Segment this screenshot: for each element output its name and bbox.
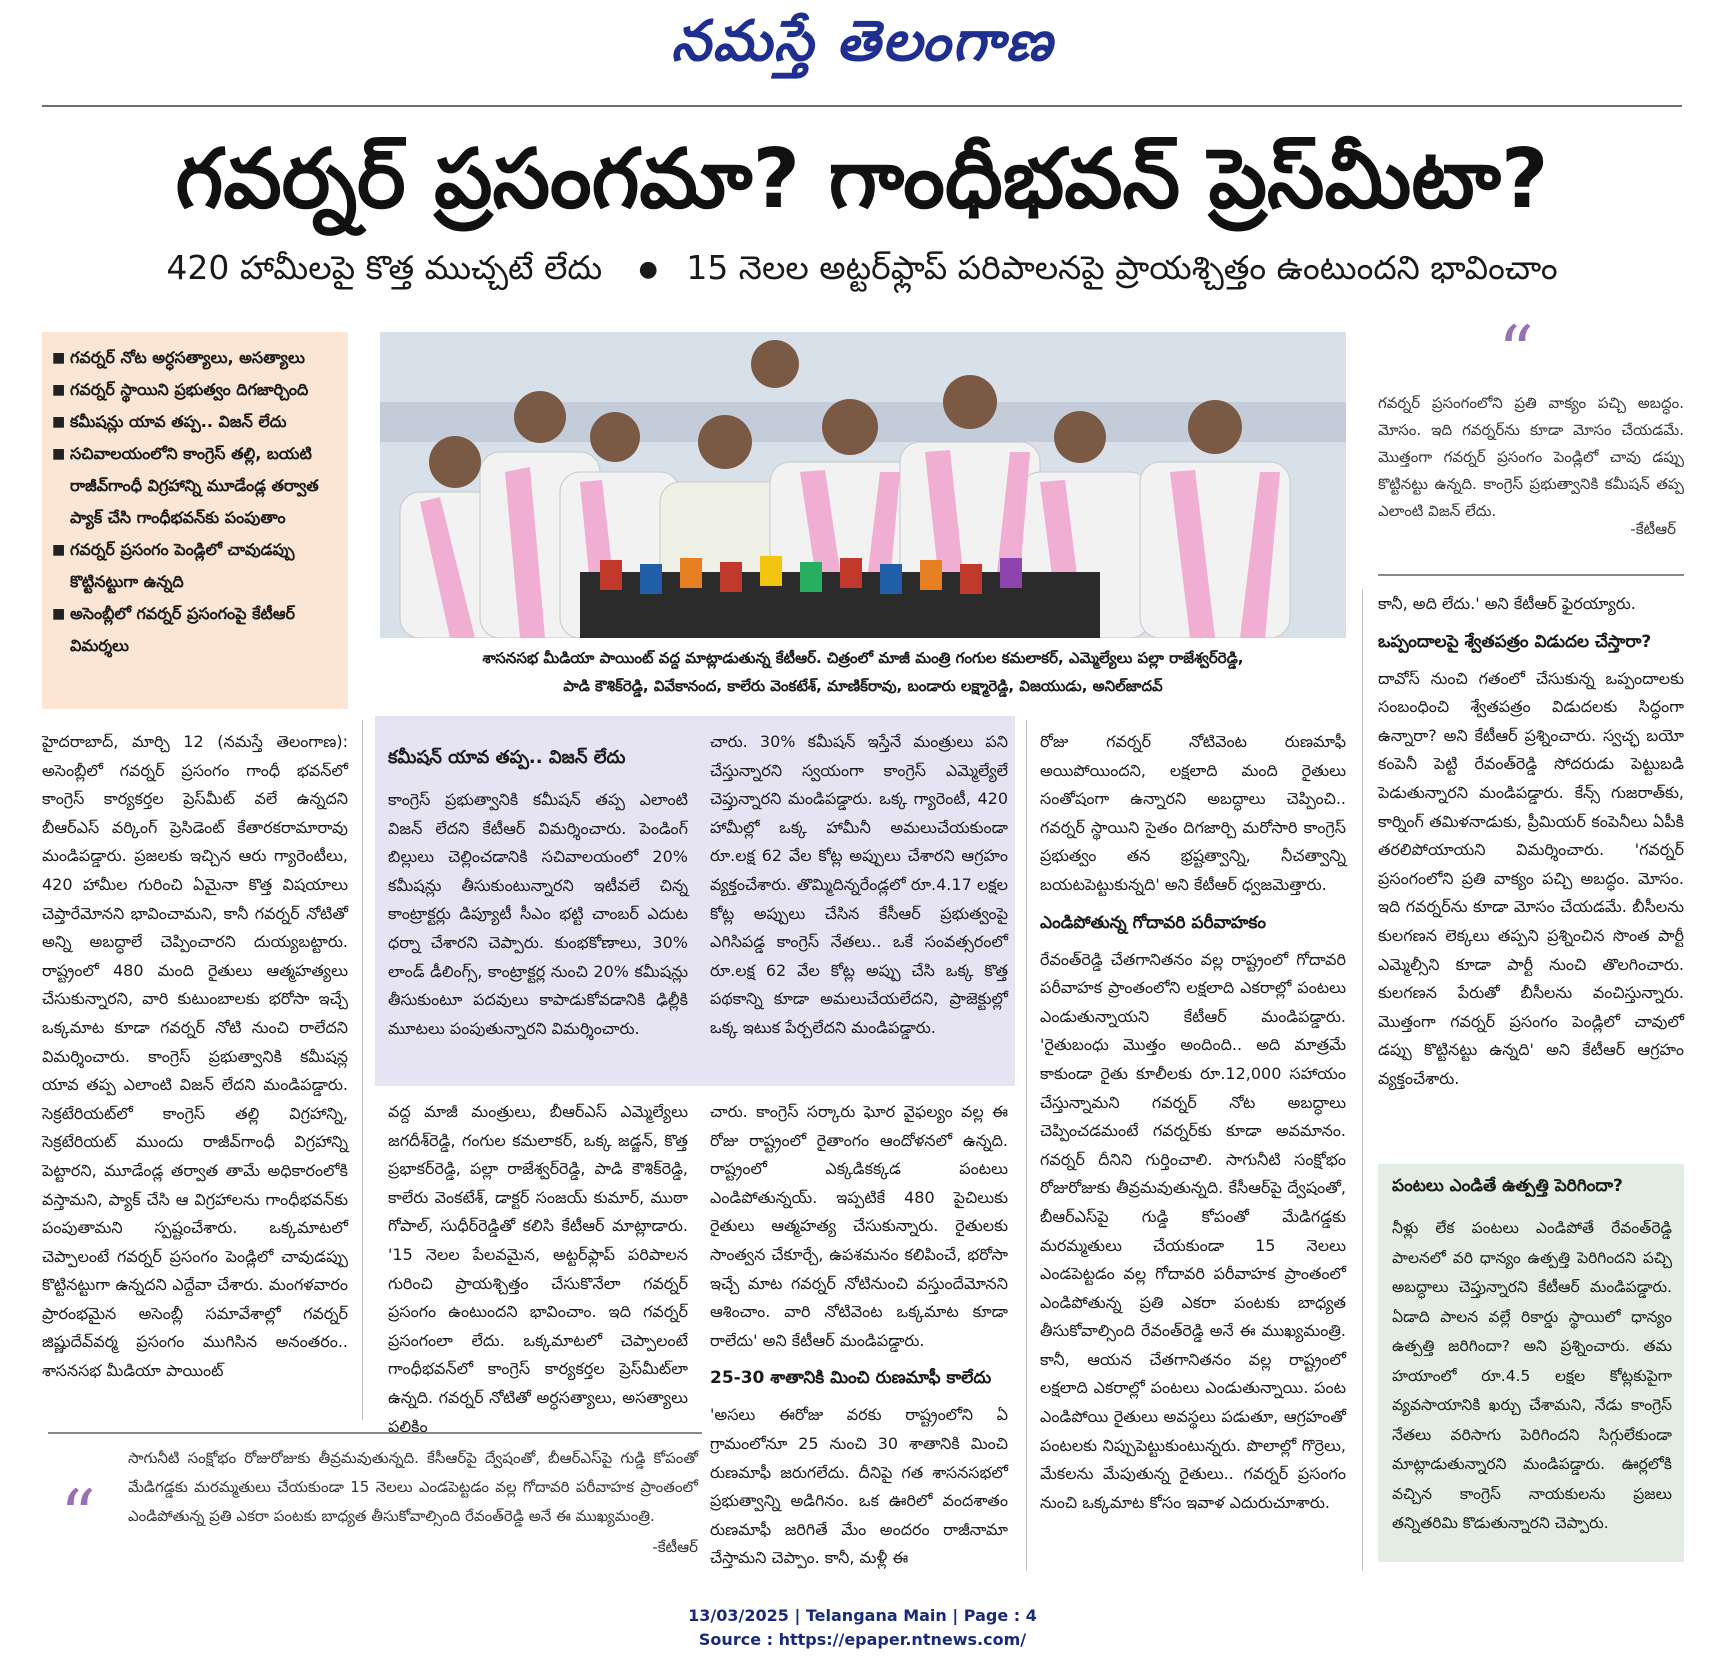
pull-quote-attribution: -కేటీఆర్ [652, 1538, 698, 1556]
pull-quote-bottom [48, 1432, 702, 1572]
side-box-body [1392, 1214, 1672, 1539]
section-heading: ఎండిపోతున్న గోదావరి పరీవాహకం [1040, 912, 1267, 933]
article-paragraph: దావోస్ నుంచి గతంలో చేసుకున్న ఒప్పందాలకు సంబంధించి శ్వేతపత్రం విడుదలకు సిద్ధంగా ఉన్నారా? అని కేటీఆర్ ప్రశ్నించారు. స్వచ్ఛ బయో కంపెనీ పెట్టి రేవంత్‌రెడ్డి సోదరుడు పెట్టుబడి పెడుతున్నారని మండిపడ్డారు. కేన్స్ గుజరాత్‌కు, కార్నింగ్ తమిళనాడుకు, ప్రీమియర్ కంపెనీలు ఏపీకి తరలిపోయాయని విమర్శించారు. 'గవర్నర్ ప్రసంగంలోని ప్రతి వాక్యం పచ్చి అబద్ధం. మోసం. ఇది గవర్నర్‌ను కూడా మోసం చేయడమే. బీసీలను కులగణన లెక్కలు తప్పని ప్రశ్నించిన సొంత పార్టీ ఎమ్మెల్సీని కూడా పార్టీ నుంచి తొలగించారు. కులగణన పేరుతో బీసీలను వంచిస్తున్నారు. మొత్తంగా గవర్నర్ ప్రసంగం పెండ్లిలో చావులో డప్పు కొట్టినట్టు ఉన్నది' అని కేటీఆర్ ఆగ్రహం వ్యక్తంచేశారు. [1378, 668, 1684, 1088]
side-box-paragraph: నీళ్లు లేక పంటలు ఎండిపోతే రేవంత్‌రెడ్డి పాలనలో వరి ధాన్యం ఉత్పత్తి పెరిగిందని పచ్చి అబద్ధాలు చెప్తున్నారని కేటీఆర్ మండిపడ్డారు. ఏడాది పాలన వల్లే రికార్డు స్థాయిలో ధాన్యం ఉత్పత్తి జరిగిందా? అని ప్రశ్నించారు. తమ హయాంలో రూ.4.5 లక్షల కోట్లకుపైగా వ్యవసాయానికి ఖర్చు చేశామని, నేడు కాంగ్రెస్ నేతలు వరిసాగు పెరిగిందని సిగ్గులేకుండా మాట్లాడుతున్నారని మండిపడ్డారు. ఊర్లలోకి వచ్చిన కాంగ్రెస్ నాయకులను ప్రజలు తన్నితరిమి కొడుతున్నారని చెప్పారు. [1392, 1219, 1672, 1532]
page-footer [0, 1604, 1725, 1652]
highlight-item: ■ కమీషన్లు యావ తప్ప.. విజన్ లేదు [52, 406, 338, 438]
pull-quote-attribution: -కేటీఆర్ [1630, 520, 1676, 538]
subheadline [42, 240, 1682, 298]
column-divider [1026, 720, 1027, 1570]
highlight-item: ■ గవర్నర్ స్థాయిని ప్రభుత్వం దిగజార్చింది [52, 374, 338, 406]
article-column-2 [388, 1098, 688, 1441]
quote-mark-icon: “ [60, 1475, 96, 1557]
article-paragraph: చారు. కాంగ్రెస్ సర్కారు ఘోర వైఫల్యం వల్ల ఈ రోజు రాష్ట్రంలో రైతాంగం ఆందోళనలో ఉన్నది. రాష్ట్రంలో ఎక్కడికక్కడ పంటలు ఎండిపోతున్నయ్. ఇప్పటికే 480 పైచిలుకు రైతులు ఆత్మహత్య చేసుకున్నారు. రైతులకు సాంత్వన చేకూర్చే, ఉపశమనం కలిపించే, భరోసా ఇచ్చే మాట గవర్నర్ నోటినుంచి వస్తుందేమోనని ఆశించాం. వారి నోటివెంట ఒక్కమాట కూడా రాలేదు' అని కేటీఆర్ మండిపడ్డారు. [710, 1102, 1008, 1350]
caption-line2: పాడి కౌశిక్‌రెడ్డి, వివేకానంద, కాలేరు వెంకటేశ్, మాణిక్‌రావు, బండారు లక్ష్మారెడ్డి, విజయుడు, అనిల్‌జాదవ్ [563, 677, 1163, 695]
pull-quote-text: గవర్నర్ ప్రసంగంలోని ప్రతి వాక్యం పచ్చి అబద్ధం. మోసం. ఇది గవర్నర్‌ను కూడా మోసం చేయడమే. మొత్తంగా గవర్నర్ ప్రసంగం పెండ్లిలో చావు డప్పు కొట్టినట్టు ఉన్నది. కాంగ్రెస్ ప్రభుత్వానికి కమీషన్ తప్ప ఎలాంటి విజన్ లేదు. [1378, 394, 1684, 520]
section-heading: 25-30 శాతానికి మించి రుణమాఫీ కాలేదు [710, 1368, 992, 1389]
article-paragraph: రోజు గవర్నర్ నోటివెంట రుణమాఫీ అయిపోయిందని, లక్షలాది మంది రైతులు సంతోషంగా ఉన్నారని అబద్ధాలు చెప్పించి.. గవర్నర్ స్థాయిని సైతం దిగజార్చి మరోసారి కాంగ్రెస్ ప్రభుత్వం తన భ్రష్టత్వాన్ని, నీచత్వాన్ని బయటపెట్టుకున్నది' అని కేటీఆర్ ధ్వజమెత్తారు. [1040, 732, 1346, 894]
quote-mark-icon: “ [1498, 311, 1534, 393]
bullet-icon: ■ [52, 414, 66, 430]
masthead [0, 8, 1725, 88]
box-title: కమీషన్ యావ తప్ప.. విజన్ లేదు [388, 747, 626, 768]
article-paragraph: వద్ద మాజీ మంత్రులు, బీఆర్‌ఎస్ ఎమ్మెల్యేలు జగదీశ్‌రెడ్డి, గంగుల కమలాకర్, ఒక్క జడ్జన్, కొత్త ప్రభాకర్‌రెడ్డి, పల్లా రాజేశ్వర్‌రెడ్డి, పాడి కౌశిక్‌రెడ్డి, కాలేరు వెంకటేశ్, డాక్టర్ సంజయ్ కుమార్, ముఠా గోపాల్, సుధీర్‌రెడ్డితో కలిసి కేటీఆర్ మాట్లాడారు. '15 నెలల పేలవమైన, అట్టర్‌ఫ్లాప్ పరిపాలన గురించి ప్రాయశ్చిత్తం చేసుకొనేలా గవర్నర్ ప్రసంగం ఉంటుందని భావించాం. ఇది గవర్నర్ ప్రసంగంలా లేదు. ఒక్కమాటలో చెప్పాలంటే గాంధీభవన్‌లో కాంగ్రెస్ కార్యకర్తల ప్రెస్‌మీట్‌లా ఉన్నది. గవర్నర్ నోటితో అర్ధసత్యాలు, అసత్యాలు పలికిం [388, 1102, 688, 1436]
headline: గవర్నర్ ప్రసంగమా? గాంధీభవన్ ప్రెస్‌మీటా? [175, 132, 1549, 227]
caption-line1: శాసనసభ మీడియా పాయింట్ వద్ద మాట్లాడుతున్న కేటీఆర్. చిత్రంలో మాజీ మంత్రి గంగుల కమలాకర్, ఎమ్మెల్యేలు పల్లా రాజేశ్వర్‌రెడ్డి, [482, 649, 1244, 667]
column-divider [362, 720, 363, 1420]
article-paragraph: రేవంత్‌రెడ్డి చేతగానితనం వల్ల రాష్ట్రంలో గోదావరి పరీవాహక ప్రాంతంలోని లక్షలాది ఎకరాల్లో పంటలు ఎండుతున్నాయని కేటీఆర్ మండిపడ్డారు. 'రైతుబంధు మొత్తం అందింది.. అది మాత్రమే కాకుండా రైతు కూలీలకు రూ.12,000 సహాయం చేస్తున్నామని గవర్నర్ నోట అబద్ధాలు చెప్పించడమంటే గవర్నర్‌కు కూడా అవమానం. గవర్నర్ దీనిని గుర్తించాలి. సాగునీటి సంక్షోభం రోజురోజుకు తీవ్రమవుతున్నది. కేసీఆర్‌పై ద్వేషంతో, బీఆర్‌ఎస్‌పై గుడ్డి కోపంతో మేడిగడ్డకు మరమ్మతులు చేయకుండా 15 నెలలు ఎండపెట్టడం వల్ల గోదావరి పరీవాహక ప్రాంతంలో ఎండిపోతున్న ప్రతి ఎకరా పంటకు బాధ్యత తీసుకోవాల్సింది రేవంత్‌రెడ్డి అనే ఈ ముఖ్యమంత్రి. కానీ, ఆయన చేతగానితనం వల్ల రాష్ట్రంలో లక్షలాది ఎకరాల్లో పంటలు ఎండుతున్నాయి. పంట ఎండిపోయి రైతులు అవస్థలు పడుతూ, ఆగ్రహంతో పంటలకు నిప్పుపెట్టుకుంటున్నరు. పొలాల్లో గొర్రెలు, మేకలను మేపుతున్న రైతులు.. గవర్నర్ ప్రసంగం నుంచి ఒక్కమాట కోసం ఇవాళ ఎదురుచూశారు. [1040, 949, 1346, 1512]
article-column-1 [42, 728, 348, 1386]
top-divider [42, 105, 1682, 107]
box-column-left [388, 786, 688, 1043]
bullet-icon: ■ [52, 446, 66, 462]
pull-quote-top [1378, 311, 1684, 576]
article-paragraph: హైదరాబాద్, మార్చి 12 (నమస్తే తెలంగాణ): అసెంబ్లీలో గవర్నర్ ప్రసంగం గాంధీ భవన్‌లో కాంగ్రెస్ కార్యకర్తల ప్రెస్‌మీట్ వలే ఉన్నదని బీఆర్‌ఎస్ వర్కింగ్ ప్రెసిడెంట్ కేతారకరామారావు మండిపడ్డారు. ప్రజలకు ఇచ్చిన ఆరు గ్యారెంటీలు, 420 హామీల గురించి ఏమైనా కొత్త విషయాలు చెప్తారేమోనని భావించామని, కానీ గవర్నర్ నోటితో అన్ని అబద్ధాలే చెప్పించారని దుయ్యబట్టారు. రాష్ట్రంలో 480 మంది రైతులు ఆత్మహత్యలు చేసుకున్నారని, వారి కుటుంబాలకు భరోసా ఇచ్చే ఒక్కమాట కూడా గవర్నర్ నోటి నుంచి రాలేదని విమర్శించారు. కాంగ్రెస్ ప్రభుత్వానికి కమీషన్ల యావ తప్ప ఎలాంటి విజన్ లేదని మండిపడ్డారు. సెక్రటేరియట్‌లో కాంగ్రెస్ తల్లి విగ్రహాన్ని, సెక్రటేరియట్ ముందు రాజీవ్‌గాంధీ విగ్రహాన్ని పెట్టారని, మూడేండ్ల తర్వాత తామే అధికారంలోకి వస్తామని, ప్యాక్ చేసి ఆ విగ్రహాలను గాంధీభవన్‌కు పంపుతామని స్పష్టంచేశారు. ఒక్కమాటలో చెప్పాలంటే గవర్నర్ ప్రసంగం పెండ్లిలో చావుడప్పు కొట్టినట్టుగా ఉన్నదని ఎద్దేవా చేశారు. మంగళవారం ప్రారంభమైన అసెంబ్లీ సమావేశాల్లో గవర్నర్ జిష్ణుదేవ్‌వర్మ ప్రసంగం ముగిసిన అనంతరం.. శాసనసభ మీడియా పాయింట్ [42, 732, 348, 1381]
bullet-icon: ■ [52, 542, 66, 558]
subhead-part2: 15 నెలల అట్టర్‌ఫ్లాప్ పరిపాలనపై ప్రాయశ్చిత్తం ఉంటుందని భావించాం [686, 248, 1558, 287]
footer-date-line: 13/03/2025 | Telangana Main | Page : 4 [688, 1606, 1037, 1625]
highlight-item: ■ గవర్నర్ నోట అర్ధసత్యాలు, అసత్యాలు [52, 342, 338, 374]
footer-source-link[interactable]: Source : https://epaper.ntnews.com/ [698, 1630, 1027, 1649]
side-box-title: పంటలు ఎండితే ఉత్పత్తి పెరిగిందా? [1392, 1176, 1623, 1196]
column-divider [1362, 590, 1363, 1570]
box-paragraph: చారు. 30% కమీషన్ ఇస్తేనే మంత్రులు పని చేస్తున్నారని స్వయంగా కాంగ్రెస్ ఎమ్మెల్యేలే చెప్తున్నారని మండిపడ్డారు. ఒక్క గ్యారెంటీ, 420 హామీల్లో ఒక్క హామీనీ అమలుచేయకుండా రూ.లక్ష 62 వేల కోట్ల అప్పులు చేశారని ఆగ్రహం వ్యక్తంచేశారు. తొమ్మిదిన్నరేండ్లలో రూ.4.17 లక్షల కోట్ల అప్పులు చేసిన కేసీఆర్ ప్రభుత్వంపై ఎగిసిపడ్డ కాంగ్రెస్ నేతలు.. ఒకే సంవత్సరంలో రూ.లక్ష 62 వేల కోట్ల అప్పు చేసి ఒక్క కొత్త పథకాన్ని కూడా అమలుచేయలేదని, ప్రాజెక్టుల్లో ఒక్క ఇటుక పేర్చలేదని మండిపడ్డారు. [710, 732, 1008, 1037]
bullet-icon: ■ [52, 382, 66, 398]
box-paragraph: కాంగ్రెస్ ప్రభుత్వానికి కమీషన్ తప్ప ఎలాంటి విజన్ లేదని కేటీఆర్ విమర్శించారు. పెండింగ్ బిల్లులు చెల్లించడానికి సచివాలయంలో 20% కమీషన్లు తీసుకుంటున్నారని ఇటీవలే చిన్న కాంట్రాక్టర్లు డిప్యూటీ సీఎం భట్టి చాంబర్ ఎదుట ధర్నా చేశారని చెప్పారు. కుంభకోణాలు, 30% లాండ్ డీలింగ్స్, కాంట్రాక్టర్ల నుంచి 20% కమీషన్లు తీసుకుంటూ పదవులు కాపాడుకోవడానికి ఢిల్లీకి మూటలు పంపుతున్నారని విమర్శించారు. [388, 790, 688, 1038]
article-column-5 [1378, 590, 1684, 1094]
highlights-box [42, 332, 348, 709]
newspaper-logo: నమస్తే తెలంగాణ [671, 8, 1054, 74]
photo-illustration [380, 332, 1346, 638]
highlight-item: ■ గవర్నర్ ప్రసంగం పెండ్లిలో చావుడప్పు కొట్టినట్టుగా ఉన్నది [52, 534, 338, 598]
photo-caption [380, 644, 1346, 700]
pull-quote-text: సాగునీటి సంక్షోభం రోజురోజుకు తీవ్రమవుతున్నది. కేసీఆర్‌పై ద్వేషంతో, బీఆర్‌ఎస్‌పై గుడ్డి కోపంతో మేడిగడ్డకు మరమ్మతులు చేయకుండా 15 నెలలు ఎండపెట్టడం వల్ల గోదావరి పరీవాహక ప్రాంతంలో ఎండిపోతున్న ప్రతి ఎకరా పంటకు బాధ్యత తీసుకోవాల్సింది రేవంత్‌రెడ్డి అనే ఈ ముఖ్యమంత్రి. [128, 1449, 698, 1525]
article-paragraph: 'అసలు ఈరోజు వరకు రాష్ట్రంలోని ఏ గ్రామంలోనూ 25 నుంచి 30 శాతానికి మించి రుణమాఫీ జరుగలేదు. దీనిపై గత శాసనసభలో ప్రభుత్వాన్ని అడిగినం. ఒక ఊరిలో వందశాతం రుణమాఫీ జరిగితే మేం అందరం రాజీనామా చేస్తామని చెప్పాం. కానీ, మళ్లీ ఈ [710, 1405, 1008, 1568]
subhead-part1: 420 హామీలపై కొత్త ముచ్చటే లేదు [166, 248, 603, 287]
article-column-3 [710, 1098, 1008, 1573]
highlight-item: ■ అసెంబ్లీలో గవర్నర్ ప్రసంగంపై కేటీఆర్ విమర్శలు [52, 598, 338, 662]
article-column-4 [1040, 728, 1346, 1517]
bullet-icon: ■ [52, 350, 66, 366]
box-column-right [710, 728, 1008, 1043]
bullet-separator-icon: ● [638, 256, 658, 282]
press-conference-photo [380, 332, 1346, 638]
section-heading: ఒప్పందాలపై శ్వేతపత్రం విడుదల చేస్తారా? [1378, 631, 1652, 652]
highlight-item: ■ సచివాలయంలోని కాంగ్రెస్ తల్లి, బయటి రాజీవ్‌గాంధీ విగ్రహాన్ని మూడేండ్ల తర్వాత ప్యాక్ చేసి గాంధీభవన్‌కు పంపుతాం [52, 438, 338, 534]
bullet-icon: ■ [52, 606, 66, 622]
article-paragraph: కానీ, అది లేదు.' అని కేటీఆర్ ఫైరయ్యారు. [1378, 594, 1636, 613]
